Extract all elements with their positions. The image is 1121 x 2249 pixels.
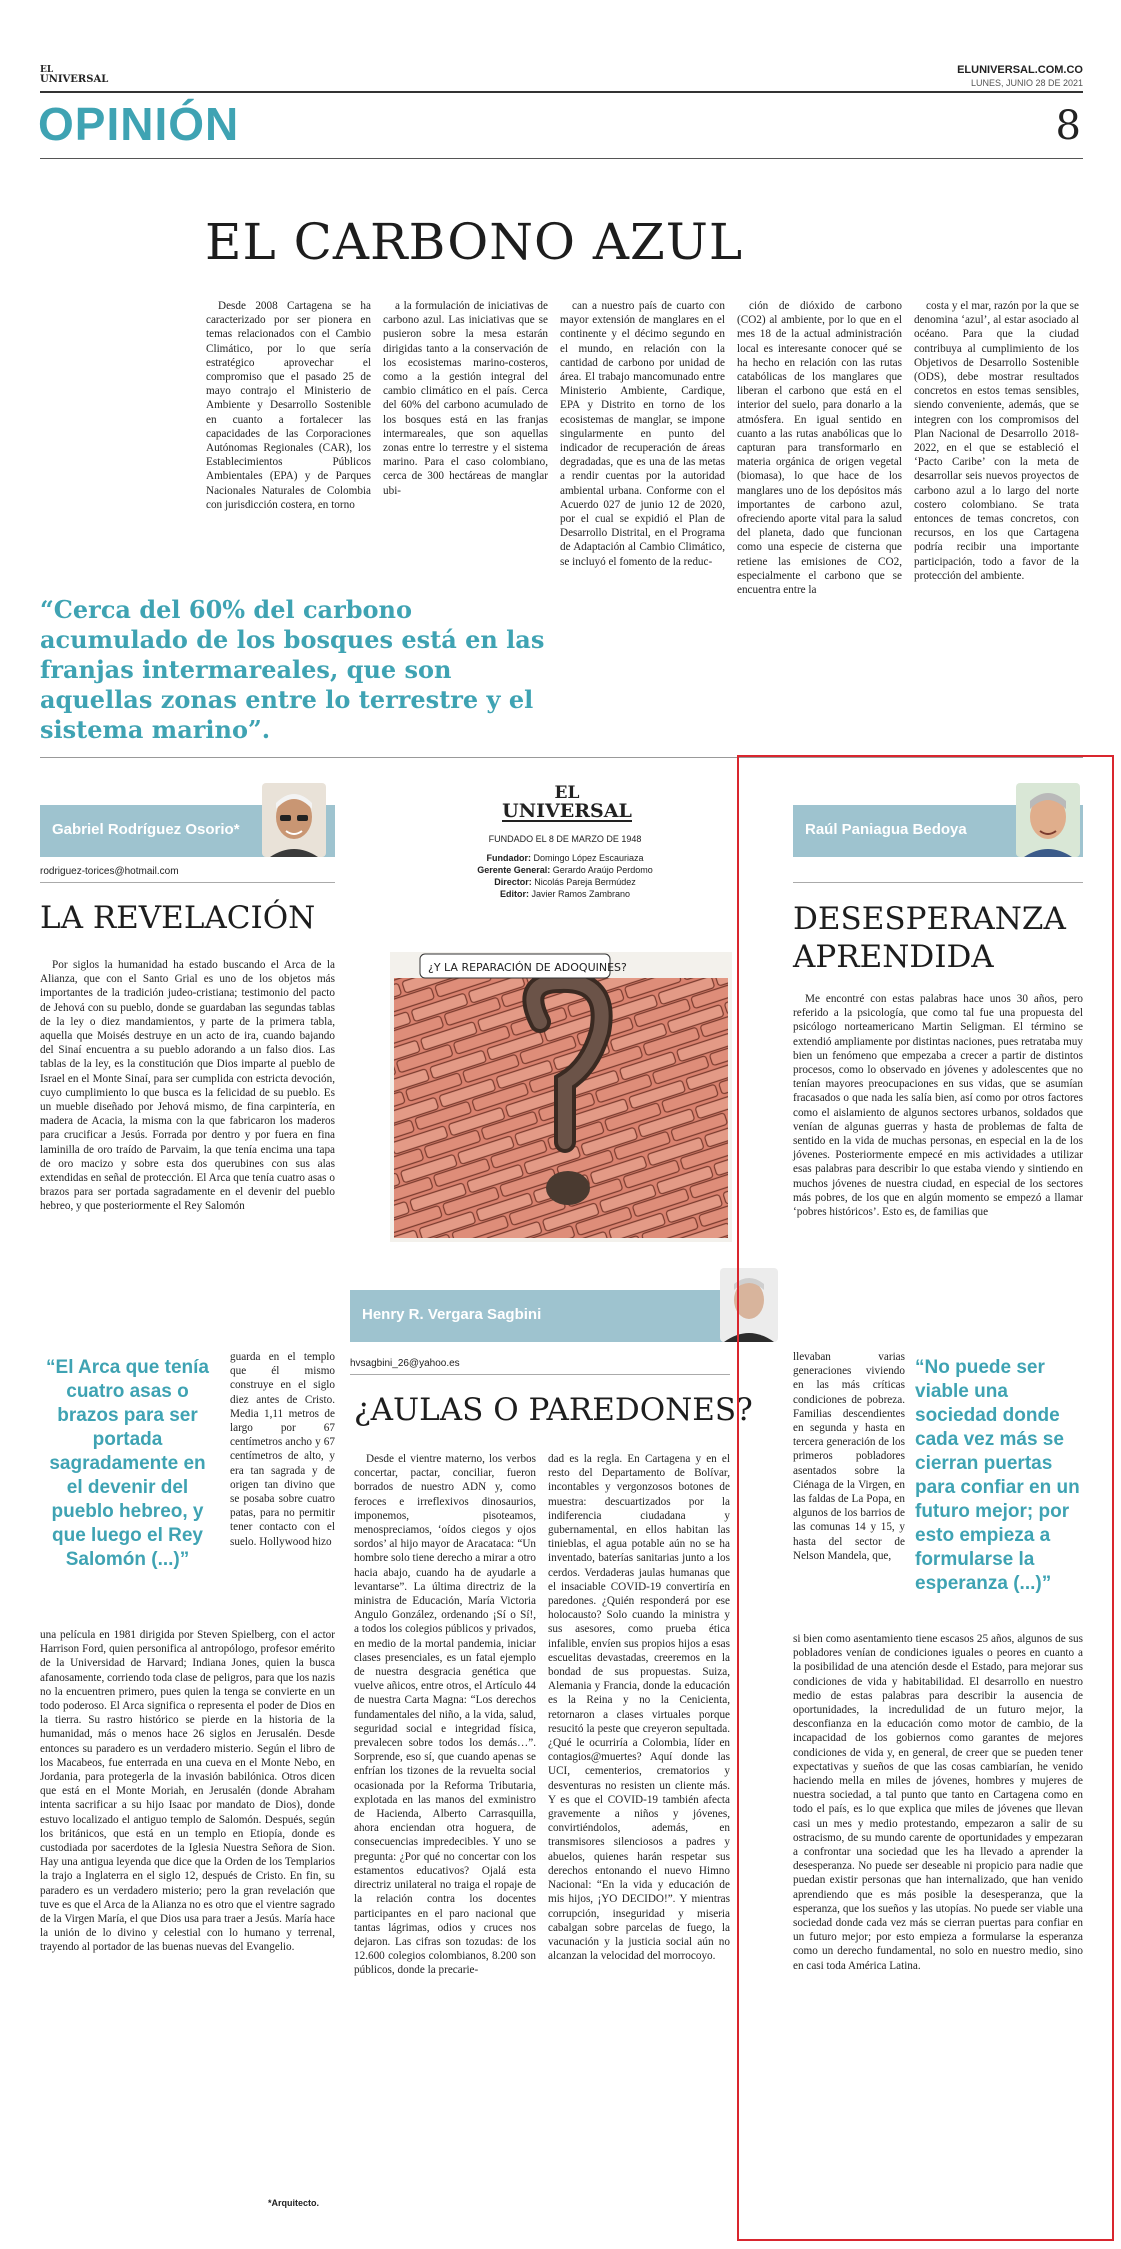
left-article-title: LA REVELACIÓN	[40, 900, 316, 936]
right-author-name: Raúl Paniagua Bedoya	[805, 821, 967, 838]
masthead-rule	[40, 91, 1083, 93]
left-author-name: Gabriel Rodríguez Osorio*	[52, 821, 240, 838]
center-col-a-text: Desde el vientre materno, los verbos concertar, pactar, conciliar, fueron borrados de nuestro ADN y, como feroces e irreflexivos dinosaurios, imponemos, pisoteamos, menospreciamos, ‘oídos ciegos y ojos sordos’ al hijo mayor de Aracataca: “Un hombre solo tiene derecho a mirar a otro hacia abajo, cuando ha de ayudarle a levantarse”. La última directriz de la ministra de Educación, María Victoria Angulo González, ordenando ¡Sí o Sí!, a todos los colegios públicos y privados, en medio de la mortal pandemia, iniciar clases presenciales, es un fatal ejemplo de nuestra desgracia genética que vuelve añicos, entre otros, el Artículo 44 de nuestra Carta Magna: “Los derechos fundamentales del niño, a la vida, salud, seguridad social e integridad física, prevalecen sobre todos los demás…”. Sorprende, eso sí, que cuando apenas se enfrían los tizones de la revuelta social ocasionada por la Reforma Tributaria, explotada en las manos del exministro de Hacienda, Alberto Carrasquilla, ahora enciendan otra hoguera, de consecuencias impredecibles. Y uno se pregunta: ¿Por qué no concertar con los estamentos educativos? Ojalá esta directriz unilateral no traiga el ropaje de la relación contra los docentes participantes en el paro nacional que tantas lágrimas, odios y cruces nos dejaron. Las cifras son tozudas: de los 12.600 colegios colombianos, 8.200 son públicos, donde la precarie-	[354, 1453, 536, 1977]
right-body-side	[793, 1350, 905, 1563]
cartoon-caption: ¿Y LA REPARACIÓN DE ADOQUINES?	[428, 961, 627, 974]
staff-person: Javier Ramos Zambrano	[531, 889, 631, 899]
center-author-bar	[350, 1290, 730, 1342]
right-body-bottom	[793, 1632, 1083, 1973]
editorial-pull-quote: “Cerca del 60% del carbono acumulado de los bosques está en las franjas intermareales, que son aquellas zonas entre lo terrestre y el sistema marino”.	[40, 595, 545, 744]
center-author-name: Henry R. Vergara Sagbini	[362, 1306, 542, 1323]
editorial-col-1	[206, 299, 371, 512]
right-author-photo	[1016, 783, 1080, 857]
right-body-bottom-text: si bien como asentamiento tiene escasos 25 años, algunos de sus pobladores venían de condiciones iguales o peores en cuanto a la posibilidad de una atención desde el Estado, para mejorar sus condiciones de vida y habitabilidad. El desarrollo en nuestro medio de estas palabras para describir la ausencia de oportunidades, la incredulidad de un futuro mejor, la desconfianza en la educación como motor de cambio, de la incapacidad de los gobiernos como garantes de mejores condiciones de vida y, en general, de creer que se pueden tener expectativas y sueños de que las cosas cambiarían, he venido haciendo mella en miles de jóvenes, hombres y mujeres de nuestra sociedad, a tal punto que tanto en Cartagena como en todo el país, es lo que explica que miles de jóvenes que llevan casi un mes y medio protestando, empezaron a salir de su ostracismo, de su mundo carente de oportunidades y empezaran a confrontar una sociedad que les ha llevado a aprender la desesperanza. No puede ser deseable ni propicio para nadie que puedan existir personas que han internalizado, que han venido aprendiendo que es más posible la desesperanza, que la esperanza, que los sueños y las utopías. No puede ser viable una sociedad donde cada vez más se cierran puertas para confiar en un futuro mejor; por esto empieza a formularse la esperanza como un derecho fundamental, no solo en nuestro medio, sino en casi toda América Latina.	[793, 1633, 1083, 1972]
center-logo-line2: UNIVERSAL	[502, 800, 632, 822]
left-body-bottom-text: una película en 1981 dirigida por Steven Spielberg, con el actor Harrison Ford, quien personifica al antropólogo, profesor emérito de la Universidad de Harvard; Indiana Jones, quien la busca afanosamente, corriendo toda clase de peligros, para que los nazis no la encuentren primero, pues quien la tenga se convierte en un todo poderoso. El Arca significa o representa el poder de Dios en la tierra. Su rastro histórico se pierde en la historia de la humanidad, más o menos hace 26 siglos en Jerusalén. Desde entonces su paradero es un verdadero misterio. Según el libro de los Macabeos, fue enterrada en una cueva en el Monte Nebo, en Jordania, para protegerla de la invasión babilónica. Otros dicen que está en el Monte Moriah, en Jerusalén (donde Abraham intenta sacrificar a su hijo Isaac por mandato de Dios), donde estuvo localizado el antiguo templo de Salomón. Después, según los británicos, que está en un templo en Etiopía, donde es custodiada por sacerdotes de la Iglesia Nuestra Señora de Sion. Hay una antigua leyenda que dice que la Orden de los Templarios la trajo a Inglaterra en el siglo 12, después de Cristo. En fin, su paradero es un verdadero misterio; pero la gran revelación que tuve es que el Arca de la Alianza no es otro que el vientre sagrado de la Virgen María, el que Dios usa para traer a Jesús. María hace la unión de lo divino y celestial con lo humano y terrenal, trayendo al portador de las buenas nuevas del Evangelio.	[40, 1629, 335, 1954]
staff-person: Nicolás Pareja Bermúdez	[534, 877, 636, 887]
editorial-title: EL CARBONO AZUL	[205, 213, 744, 271]
masthead-logo[interactable]	[40, 66, 108, 84]
editorial-col-5	[914, 299, 1079, 583]
section-rule	[40, 158, 1083, 159]
left-author-email[interactable]: rodriguez-torices@hotmail.com	[40, 866, 179, 877]
author-portrait-icon	[1016, 783, 1080, 857]
masthead-logo-line2: UNIVERSAL	[40, 74, 109, 85]
left-body-side	[230, 1350, 335, 1549]
center-article-title: ¿AULAS O PAREDONES?	[354, 1392, 753, 1428]
editorial-col-4	[737, 299, 902, 597]
staff-line	[440, 864, 690, 876]
staff-person: Gerardo Araújo Perdomo	[552, 865, 653, 875]
editorial-col-2	[383, 299, 548, 498]
left-body-bottom	[40, 1628, 335, 1955]
staff-list	[440, 852, 690, 900]
right-body-top	[793, 992, 1083, 1219]
editorial-cartoon	[390, 952, 732, 1242]
left-author-photo	[262, 783, 326, 857]
center-logo[interactable]	[492, 784, 642, 822]
center-col-b-text: dad es la regla. En Cartagena y en el resto del Departamento de Bolívar, incontables y vergonzosos botones de muestra: descuartizados por la indiferencia ciudadana y gubernamental, en ellos habitan las tinieblas, el agua potable aún no se ha inventado, baterías sanitarias junto a los cerdos. Verdaderas jaulas humanas que el insaciable COVID-19 convertiría en paredones. ¿Quién responderá por ese holocausto? Solo cuando la ministra y sus asesores, como prueba ética infalible, envíen sus propios hijos a esas escuelitas devastadas, creeremos en la bondad de sus propuestas. Suiza, Alemania y Francia, donde la educación es la Reina y no la Cenicienta, retornaron a clases virtuales porque resucitó la peste que creyeron sepultada. ¿Qué le ocurriría a Colombia, líder en contagios@muertes? Aquí donde las UCI, cementerios, crematorios y desventuras no resisten un cliente más. Y es que el COVID-19 también afecta gravemente a niños y jóvenes, convirtiéndolos, además, en transmisores silenciosos a padres y abuelos, quienes harán respetar sus derechos entonando el nuevo Himno Nacional: “En la vida y educación de mis hijos, ¡YO DECIDO!”. Y mientras corrupción, inseguridad y miseria cabalgan sobre parcelas de fuego, la vacunación y la justicia social aún no alcanzan la velocidad del morrocoyo.	[548, 1453, 730, 1963]
center-col-a	[354, 1452, 536, 1978]
page-number: 8	[1055, 103, 1081, 149]
staff-role: Gerente General:	[477, 865, 551, 875]
left-body-top	[40, 958, 335, 1214]
editorial-col-1-text: Desde 2008 Cartagena se ha caracterizado por ser pionera en temas relacionados con el Cambio Climático, por lo que sería estratégico aprovechar el compromiso que el pasado 25 de mayo contrajo el Ministerio de Ambiente y Desarrollo Sostenible en cuanto a fortalecer las capacidades de las Corporaciones Autónomas Regionales (CAR), los Establecimientos Públicos Ambientales (EPA) y de Parques Nacionales Naturales de Colombia con jurisdicción costera, en torno	[206, 300, 371, 511]
center-col-b	[548, 1452, 730, 1963]
section-title: OPINIÓN	[38, 98, 240, 150]
staff-line	[440, 852, 690, 864]
right-article-title	[793, 900, 1066, 976]
left-body-side-text: guarda en el templo que él mismo construye en el siglo diez antes de Cristo. Media 1,11 metros de largo por 67 centímetros ancho y 67 centímetros de alto, y era tan sagrada y de origen tan divino que se posaba sobre cuatro patas, para no permitir tener contacto con el suelo. Hollywood hizo	[230, 1351, 335, 1548]
left-pull-quote: “El Arca que tenía cuatro asas o brazos para ser portada sagradamente en el devenir del pueblo hebreo, y que luego el Rey Salomón (...)”	[46, 1357, 209, 1570]
center-founded: FUNDADO EL 8 DE MARZO DE 1948	[488, 834, 642, 844]
right-body-top-text: Me encontré con estas palabras hace unos 30 años, pero referido a la psicología, que como tal fue una propuesta del psicólogo norteamericano Martin Seligman. El término se extendió ampliamente por distintas naciones, pues retrataba muy bien un fenómeno que empezaba a crecer a partir de distintos procesos, como lo observado en jóvenes y adolescentes que no tenían mayores preocupaciones en sus vidas, que se asumían fracasados o que nada les salía bien, así como por otros factores como el aislamiento de algunos sectores urbanos, soldados que venían de algunas guerras y hasta de problemas de falta de sentido en la vida de muchas personas, en especial en la de los jóvenes. Posteriormente empecé en mis actividades a utilizar esas palabras para describir lo que estaba viendo y sintiendo en muchos jóvenes de nuestra ciudad, en especial de los sectores más pobres, de los que en algún momento se empezó a llamar ‘pobres históricos’. Esto es, de familias que	[793, 993, 1083, 1219]
staff-person: Domingo López Escauriaza	[533, 853, 644, 863]
staff-role: Director:	[494, 877, 532, 887]
center-logo-line1: EL	[554, 783, 580, 803]
staff-line	[440, 888, 690, 900]
left-body-top-text: Por siglos la humanidad ha estado buscando el Arca de la Alianza, que con el Santo Grial es uno de los objetos más importantes de la tradición judeo-cristiana; testimonio del pacto de Jehová con su pueblo, donde se guardaban las segundas tablas de la ley o diez mandamientos, y parte de la primera tabla, aquella que Moisés destruye en un acto de ira, cuando bajando del Sinaí encuentra a su pueblo adorando a un falso dios. Las tablas de la ley, es la constitución que Dios imparte al pueblo de Israel en el Monte Sinaí, para ser cumplida con estricta devoción, cuyo cumplimiento lo que busca es la felicidad de su pueblo. Es un mueble diseñado por Jehová mismo, de fina carpintería, en madera de Acacia, la misma con la que fabricaron los maderos para crucificar a Jesús. Forrada por dentro y por fuera en fina laminilla de oro traído de Parvaim, la que tenía encima una tapa de oro macizo y sobre esta dos querubines con sus alas extendidas en señal de protección. El Arca que tenía cuatro asas o brazos para ser portada sagradamente en el devenir del pueblo hebreo, y que posteriormente el Rey Salomón	[40, 959, 335, 1213]
right-title-line2: APRENDIDA	[793, 939, 994, 975]
editorial-col-3-text: can a nuestro país de cuarto con mayor extensión de manglares en el continente y el décimo segundo en el mundo, en relación con la cantidad de carbono por unidad de área. El trabajo mancomunado entre Ministerio Ambiente, Cardique, EPA y Distrito en torno de los ecosistemas de manglar, se impone singularmente en punto del indicador de recuperación de áreas degradadas, que es una de las metas a rendir cuentas por la autoridad ambiental urbana. Conforme con el Acuerdo 027 de junio 12 de 2020, por el cual se expidió el Plan de Desarrollo Distrital, en el Programa de Adaptación al Cambio Climático, se incluyó el fomento de la reduc-	[560, 300, 725, 568]
right-title-line1: DESESPERANZA	[793, 901, 1066, 937]
cartoon-illustration	[390, 952, 732, 1242]
issue-date: LUNES, JUNIO 28 DE 2021	[970, 78, 1083, 88]
staff-line	[440, 876, 690, 888]
masthead-logo-line1: EL	[40, 65, 54, 75]
staff-role: Editor:	[499, 889, 529, 899]
right-pull-quote: “No puede ser viable una sociedad donde cada vez más se cierran puertas para confiar en un futuro mejor; por esto empieza a formularse la esperanza (...)”	[915, 1357, 1080, 1594]
center-author-email[interactable]: hvsagbini_26@yahoo.es	[350, 1358, 460, 1369]
editorial-col-4-text: ción de dióxido de carbono (CO2) al ambiente, por lo que en el mes 18 de la actual administración local es interesante conocer qué se ha hecho en relación con las rutas catabólicas de los manglares que liberan el carbono que está en el interior del suelo, para donarlo a la atmósfera. En igual sentido en cuanto a las rutas anabólicas que lo capturan para transformarlo en materia orgánica de origen vegetal (biomasa), lo que hace de los manglares uno de los depósitos más importantes de carbono azul, ofreciendo aporte vital para la salud del planeta, dado que funcionan como una especie de cisterna que retiene las emisiones de CO2, especialmente el carbono que se encuentra entre la	[737, 300, 902, 597]
editorial-col-3	[560, 299, 725, 569]
right-rule	[793, 882, 1083, 883]
center-email-rule	[350, 1374, 730, 1375]
editorial-col-5-text: costa y el mar, razón por la que se denomina ‘azul’, al estar asociado al océano. Para que la ciudad contribuya al cumplimiento de los Objetivos de Desarrollo Sostenible (ODS), debe mostrar resultados concretos en estos temas sensibles, siendo conveniente, además, que se integren con los compromisos del Plan Nacional de Desarrollo 2018-2022, en el que se estableció el ‘Pacto Caribe’ con la meta de desarrollar seis nuevos proyectos de carbono azul a lo largo del norte costero colombiano. Se trata entonces de temas concretos, con recursos, en los que Cartagena podría recibir una importante participación, todo a favor de la protección del ambiente.	[914, 300, 1079, 582]
left-footnote: *Arquitecto.	[268, 2198, 320, 2208]
site-url[interactable]: ELUNIVERSAL.COM.CO	[957, 64, 1083, 76]
author-portrait-icon	[262, 783, 326, 857]
staff-role: Fundador:	[486, 853, 531, 863]
editorial-col-2-text: a la formulación de iniciativas de carbono azul. Las iniciativas que se pusieron sobre la mesa estarán dirigidas tanto a la conservación de los ecosistemas marino-costeros, como a la gestión integral del cambio climático en el país. Cerca del 60% del carbono acumulado de los bosques está en las franjas intermareales, que son aquellas zonas entre lo terrestre y el sistema marino. Para el caso colombiano, cerca de 300 hectáreas de manglar ubi-	[383, 300, 548, 497]
left-email-rule	[40, 882, 335, 883]
right-body-side-text: llevaban varias generaciones viviendo en las más críticas condiciones de pobreza. Familias descendientes en segunda y hasta en tercera generación de los primeros pobladores asentados sobre la Ciénaga de la Virgen, en las faldas de La Popa, en algunos de los barrios de las comunas 14 y 15, y hasta del sector de Nelson Mandela, que,	[793, 1351, 905, 1562]
